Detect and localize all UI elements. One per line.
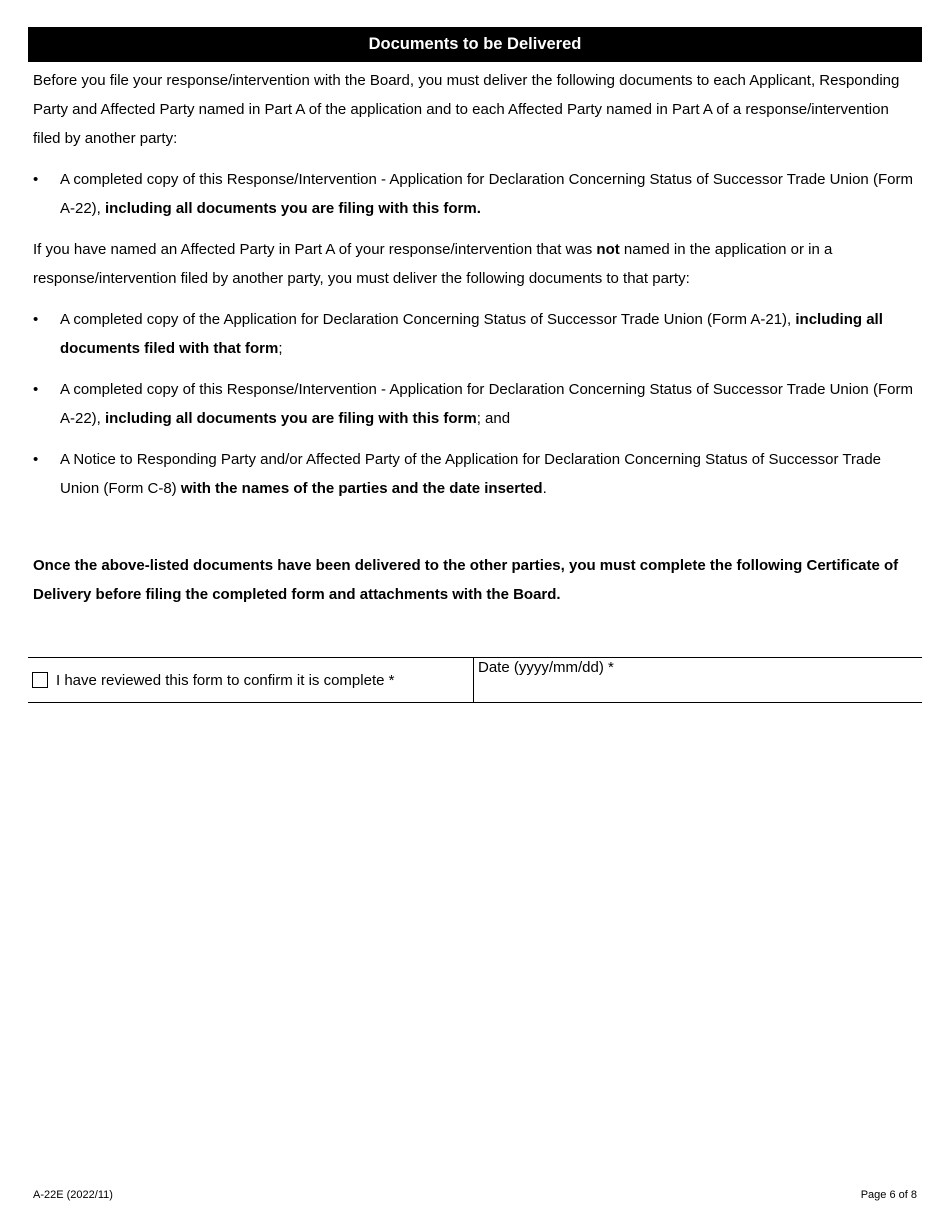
list-item-text: A completed copy of this Response/Intervention - Application for Declaration Concerning Status of Successor Trade Union (Form A-22), — [60, 171, 913, 217]
bullet-icon: • — [33, 311, 39, 328]
date-input[interactable] — [478, 678, 918, 700]
review-checkbox-label: I have reviewed this form to confirm it is complete * — [56, 671, 395, 689]
second-paragraph-bold: not — [596, 241, 620, 258]
closing-instruction: Once the above-listed documents have been delivered to the other parties, you must complete the following Certificate of Delivery before filing the completed form and attachments with the Board. — [33, 557, 899, 603]
list-item — [33, 165, 918, 223]
certificate-row — [28, 657, 922, 703]
second-paragraph-after: named in the application or in a response/intervention filed by another party, you must deliver the following documents to that party: — [33, 241, 833, 287]
list-item — [33, 445, 918, 503]
list-item-bold: including all documents you are filing with this form — [105, 410, 477, 427]
date-cell — [474, 658, 922, 702]
section-title: Documents to be Delivered — [368, 35, 582, 53]
page-number: Page 6 of 8 — [860, 1189, 917, 1201]
list-item-text: A completed copy of this Response/Intervention - Application for Declaration Concerning Status of Successor Trade Union (Form A-22), — [60, 381, 913, 427]
list-item-tail: ; — [278, 340, 283, 357]
list-item-text: A Notice to Responding Party and/or Affected Party of the Application for Declaration Concerning Status of Successor Trade Union (Form C-8) — [60, 451, 882, 497]
date-label: Date (yyyy/mm/dd) * — [478, 659, 614, 676]
instructions-content — [33, 66, 918, 609]
list-item-bold: including all documents filed with that form — [60, 311, 883, 357]
bullet-icon: • — [33, 171, 39, 188]
list-item — [33, 375, 918, 433]
list-item-bold: with the names of the parties and the date inserted — [180, 480, 543, 497]
bullet-icon: • — [33, 381, 39, 398]
list-item — [33, 305, 918, 363]
form-code: A-22E (2022/11) — [33, 1189, 113, 1201]
list-item-tail: ; and — [476, 410, 511, 427]
review-checkbox[interactable] — [32, 672, 48, 688]
section-header — [28, 27, 922, 62]
list-item-bold: including all documents you are filing with this form. — [105, 200, 481, 217]
second-paragraph — [33, 235, 918, 293]
list-item-tail: . — [542, 480, 547, 497]
list-item-text: A completed copy of the Application for Declaration Concerning Status of Successor Trade Union (Form A-21), — [60, 311, 796, 328]
intro-paragraph: Before you file your response/intervention with the Board, you must deliver the following documents to each Applicant, Responding Party and Affected Party named in Part A of the application and to each Affected Party named in Part A of a response/intervention filed by another party: — [33, 72, 900, 147]
second-paragraph-before: If you have named an Affected Party in Part A of your response/intervention that was — [33, 241, 597, 258]
review-confirmation-cell — [28, 658, 474, 702]
bullet-icon: • — [33, 451, 39, 468]
